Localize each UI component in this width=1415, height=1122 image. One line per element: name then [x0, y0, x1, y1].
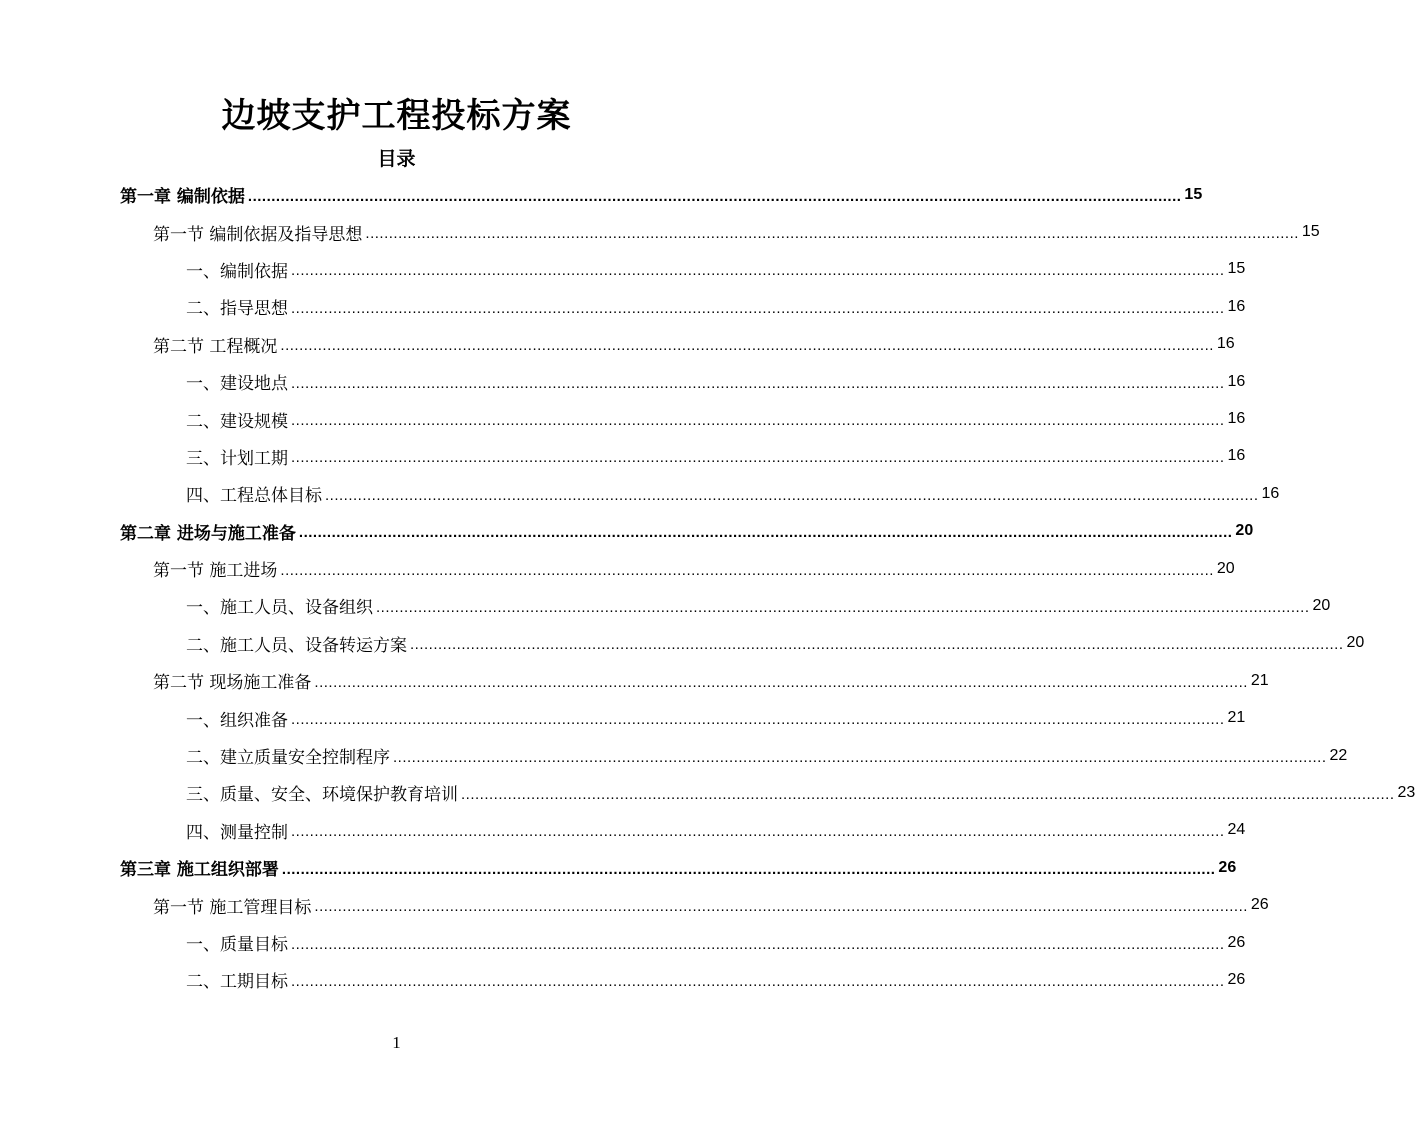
toc-leader: ........................................................................................................................................................................................................: [281, 860, 1216, 878]
toc-leader: ........................................................................................................................................................................................................: [365, 225, 1299, 243]
toc-entry-page: 16: [1227, 297, 1246, 315]
toc-leader: ........................................................................................................................................................................................................: [291, 972, 1225, 990]
toc-entry[interactable]: [0, 774, 1415, 811]
toc-entry-label: 一、质量目标: [186, 935, 288, 955]
toc-entry-label: 第一节 施工进场: [153, 561, 278, 582]
toc-leader: ........................................................................................................................................................................................................: [376, 598, 1310, 616]
toc-entry-label: 二、建设规模: [186, 411, 288, 432]
toc-leader: ........................................................................................................................................................................................................: [280, 561, 1214, 579]
toc-entry-label: 二、施工人员、设备转运方案: [186, 635, 407, 656]
toc-entry-page: 21: [1227, 709, 1246, 727]
toc-entry[interactable]: [0, 288, 1246, 325]
toc-leader: ........................................................................................................................................................................................................: [314, 673, 1248, 691]
toc-leader: ........................................................................................................................................................................................................: [393, 748, 1327, 766]
toc-entry[interactable]: [0, 251, 1246, 288]
toc-leader: ........................................................................................................................................................................................................: [325, 486, 1259, 504]
toc-entry-page: 20: [1235, 522, 1254, 540]
toc-entry[interactable]: [0, 849, 1237, 886]
toc-entry-page: 20: [1346, 634, 1365, 652]
toc-entry-page: 15: [1301, 223, 1320, 241]
toc-leader: ........................................................................................................................................................................................................: [247, 187, 1182, 205]
toc-entry-label: 三、计划工期: [186, 448, 288, 469]
toc-entry-label: 二、指导思想: [186, 299, 288, 320]
toc-entry-label: 第二章 进场与施工准备: [120, 523, 296, 544]
toc-leader: ........................................................................................................................................................................................................: [314, 898, 1248, 916]
toc-entry-page: 16: [1227, 410, 1246, 428]
toc-entry-page: 26: [1227, 970, 1246, 988]
toc-entry[interactable]: [0, 699, 1246, 736]
toc-entry-label: 一、建设地点: [186, 374, 288, 395]
toc-entry-page: 26: [1227, 933, 1246, 951]
toc-entry[interactable]: [0, 550, 1235, 587]
toc-entry[interactable]: [0, 513, 1254, 550]
toc-leader: ........................................................................................................................................................................................................: [291, 823, 1225, 841]
toc-entry[interactable]: [0, 438, 1246, 475]
toc-entry-page: 21: [1250, 671, 1269, 689]
toc-leader: ........................................................................................................................................................................................................: [291, 299, 1225, 317]
toc-entry-label: 二、工期目标: [186, 972, 288, 993]
toc-entry-label: 第二节 现场施工准备: [153, 673, 312, 694]
toc-entry-label: 三、质量、安全、环境保护教育培训: [186, 785, 458, 806]
toc-entry[interactable]: [0, 886, 1269, 923]
toc-leader: ........................................................................................................................................................................................................: [298, 524, 1233, 542]
toc-leader: ........................................................................................................................................................................................................: [291, 711, 1225, 729]
toc-entry-page: 16: [1261, 484, 1280, 502]
toc-entry[interactable]: [0, 812, 1246, 849]
toc-entry[interactable]: [0, 961, 1246, 998]
toc-entry-label: 一、施工人员、设备组织: [186, 598, 373, 619]
toc-heading: 目录: [377, 148, 416, 170]
toc-leader: ........................................................................................................................................................................................................: [291, 449, 1225, 467]
toc-entry-page: 24: [1227, 821, 1246, 839]
toc-entry-label: 一、组织准备: [186, 710, 288, 731]
toc-leader: ........................................................................................................................................................................................................: [280, 337, 1214, 355]
document-title: 边坡支护工程投标方案: [221, 96, 572, 136]
toc-leader: ........................................................................................................................................................................................................: [461, 785, 1395, 803]
toc-entry-label: 第一章 编制依据: [120, 187, 245, 208]
toc-leader: ........................................................................................................................................................................................................: [291, 935, 1225, 953]
toc-leader: ........................................................................................................................................................................................................: [410, 636, 1344, 654]
toc-leader: ........................................................................................................................................................................................................: [291, 262, 1225, 280]
toc-entry-page: 16: [1216, 335, 1235, 353]
toc-entry-label: 第一节 编制依据及指导思想: [153, 224, 363, 245]
toc-entry[interactable]: [0, 400, 1246, 437]
toc-entry-page: 23: [1397, 783, 1415, 801]
toc-entry[interactable]: [0, 662, 1269, 699]
toc-entry-label: 第三章 施工组织部署: [120, 860, 279, 881]
page-number: 1: [392, 1033, 401, 1052]
toc-entry[interactable]: [0, 737, 1348, 774]
toc-entry-page: 16: [1227, 447, 1246, 465]
toc-entry[interactable]: [0, 924, 1246, 961]
toc-entry-label: 四、工程总体目标: [186, 486, 322, 507]
toc-entry-label: 一、编制依据: [186, 261, 288, 282]
toc-entry-label: 第一节 施工管理目标: [153, 897, 312, 918]
toc-entry-page: 26: [1250, 896, 1269, 914]
toc-entry[interactable]: [0, 625, 1365, 662]
toc-entry-page: 20: [1216, 559, 1235, 577]
toc-entry-label: 二、建立质量安全控制程序: [186, 748, 390, 769]
toc-entry-label: 第二节 工程概况: [153, 336, 278, 357]
table-of-contents: [0, 176, 1415, 999]
toc-entry-page: 20: [1312, 596, 1331, 614]
toc-leader: ........................................................................................................................................................................................................: [291, 412, 1225, 430]
toc-entry[interactable]: [0, 213, 1320, 250]
toc-entry-label: 四、测量控制: [186, 822, 288, 843]
toc-entry-page: 15: [1227, 260, 1246, 278]
toc-entry[interactable]: [0, 587, 1331, 624]
toc-entry[interactable]: [0, 176, 1203, 213]
toc-leader: ........................................................................................................................................................................................................: [291, 374, 1225, 392]
toc-entry[interactable]: [0, 475, 1280, 512]
toc-entry-page: 26: [1218, 858, 1237, 876]
toc-entry[interactable]: [0, 363, 1246, 400]
toc-entry-page: 16: [1227, 372, 1246, 390]
toc-entry-page: 22: [1329, 746, 1348, 764]
toc-entry-page: 15: [1184, 185, 1203, 203]
toc-entry[interactable]: [0, 326, 1235, 363]
